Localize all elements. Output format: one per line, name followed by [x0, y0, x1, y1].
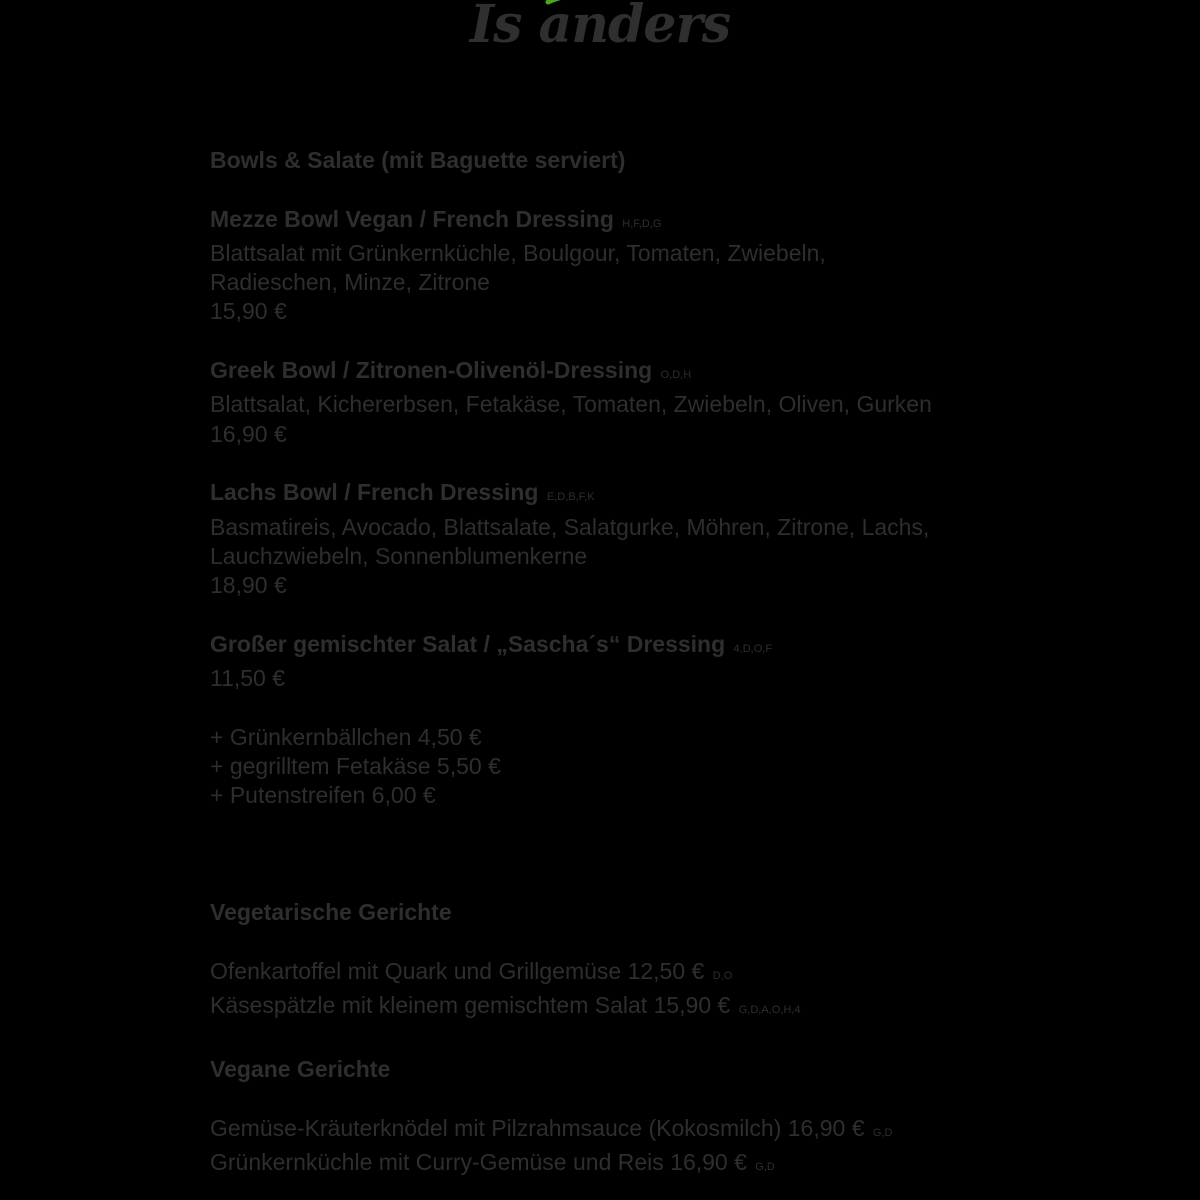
menu-item-description: Radieschen, Minze, Zitrone: [210, 269, 490, 296]
extra-item: + Grünkernbällchen 4,50 €: [210, 723, 482, 750]
section-title-vegetarian: Vegetarische Gerichte: [210, 899, 452, 926]
menu-item-name: Mezze Bowl Vegan / French Dressing H,F,D,G: [210, 205, 662, 232]
allergen-codes: D,O: [712, 970, 733, 983]
allergen-codes: G,D: [755, 1160, 775, 1173]
menu-item: Ofenkartoffel mit Quark und Grillgemüse 12,50 € D,O: [210, 958, 733, 985]
menu-item: Gemüse-Kräuterknödel mit Pilzrahmsauce (Kokosmilch) 16,90 € G,D: [210, 1114, 893, 1141]
menu-item-price: 11,50 €: [210, 665, 286, 692]
allergen-codes: E,D,B,F,K: [546, 491, 595, 504]
section-title-bowls: Bowls & Salate (mit Baguette serviert): [210, 147, 626, 173]
menu-content: [210, 146, 1110, 1182]
menu-item-price: 15,90 €: [210, 298, 287, 325]
menu-item-description: Basmatireis, Avocado, Blattsalate, Salatgurke, Möhren, Zitrone, Lachs,: [210, 513, 930, 540]
menu-item-name: Lachs Bowl / French Dressing E,D,B,F,K: [210, 479, 595, 506]
menu-item-price: 18,90 €: [210, 572, 287, 599]
allergen-codes: O,D,H: [660, 369, 692, 382]
section-title-vegan: Vegane Gerichte: [210, 1055, 391, 1082]
brand-logo: [0, 0, 1200, 54]
extra-item: + Putenstreifen 6,00 €: [210, 782, 436, 809]
allergen-codes: G,D: [872, 1126, 893, 1139]
menu-item-price: 16,90 €: [210, 420, 287, 447]
allergen-codes: G,D,A,O,H,4: [738, 1004, 801, 1017]
allergen-codes: H,F,D,G: [622, 217, 662, 230]
menu-item-description: Blattsalat mit Grünkernküchle, Boulgour, Tomaten, Zwiebeln,: [210, 239, 826, 266]
menu-item-description: Lauchzwiebeln, Sonnenblumenkerne: [210, 542, 588, 569]
menu-item: Käsespätzle mit kleinem gemischtem Salat 15,90 € G,D,A,O,H,4: [210, 992, 801, 1019]
menu-item-name: Greek Bowl / Zitronen-Olivenöl-Dressing O,D,H: [210, 357, 692, 384]
extra-item: + gegrilltem Fetakäse 5,50 €: [210, 752, 501, 779]
menu-item-description: Blattsalat, Kichererbsen, Fetakäse, Tomaten, Zwiebeln, Oliven, Gurken: [210, 391, 932, 418]
menu-item-name: Großer gemischter Salat / „Sascha´s“ Dressing 4,D,O,F: [210, 630, 773, 657]
menu-item: Grünkernküchle mit Curry-Gemüse und Reis 16,90 € G,D: [210, 1148, 775, 1175]
logo-text: Is anders: [469, 0, 731, 54]
allergen-codes: 4,D,O,F: [733, 642, 773, 655]
